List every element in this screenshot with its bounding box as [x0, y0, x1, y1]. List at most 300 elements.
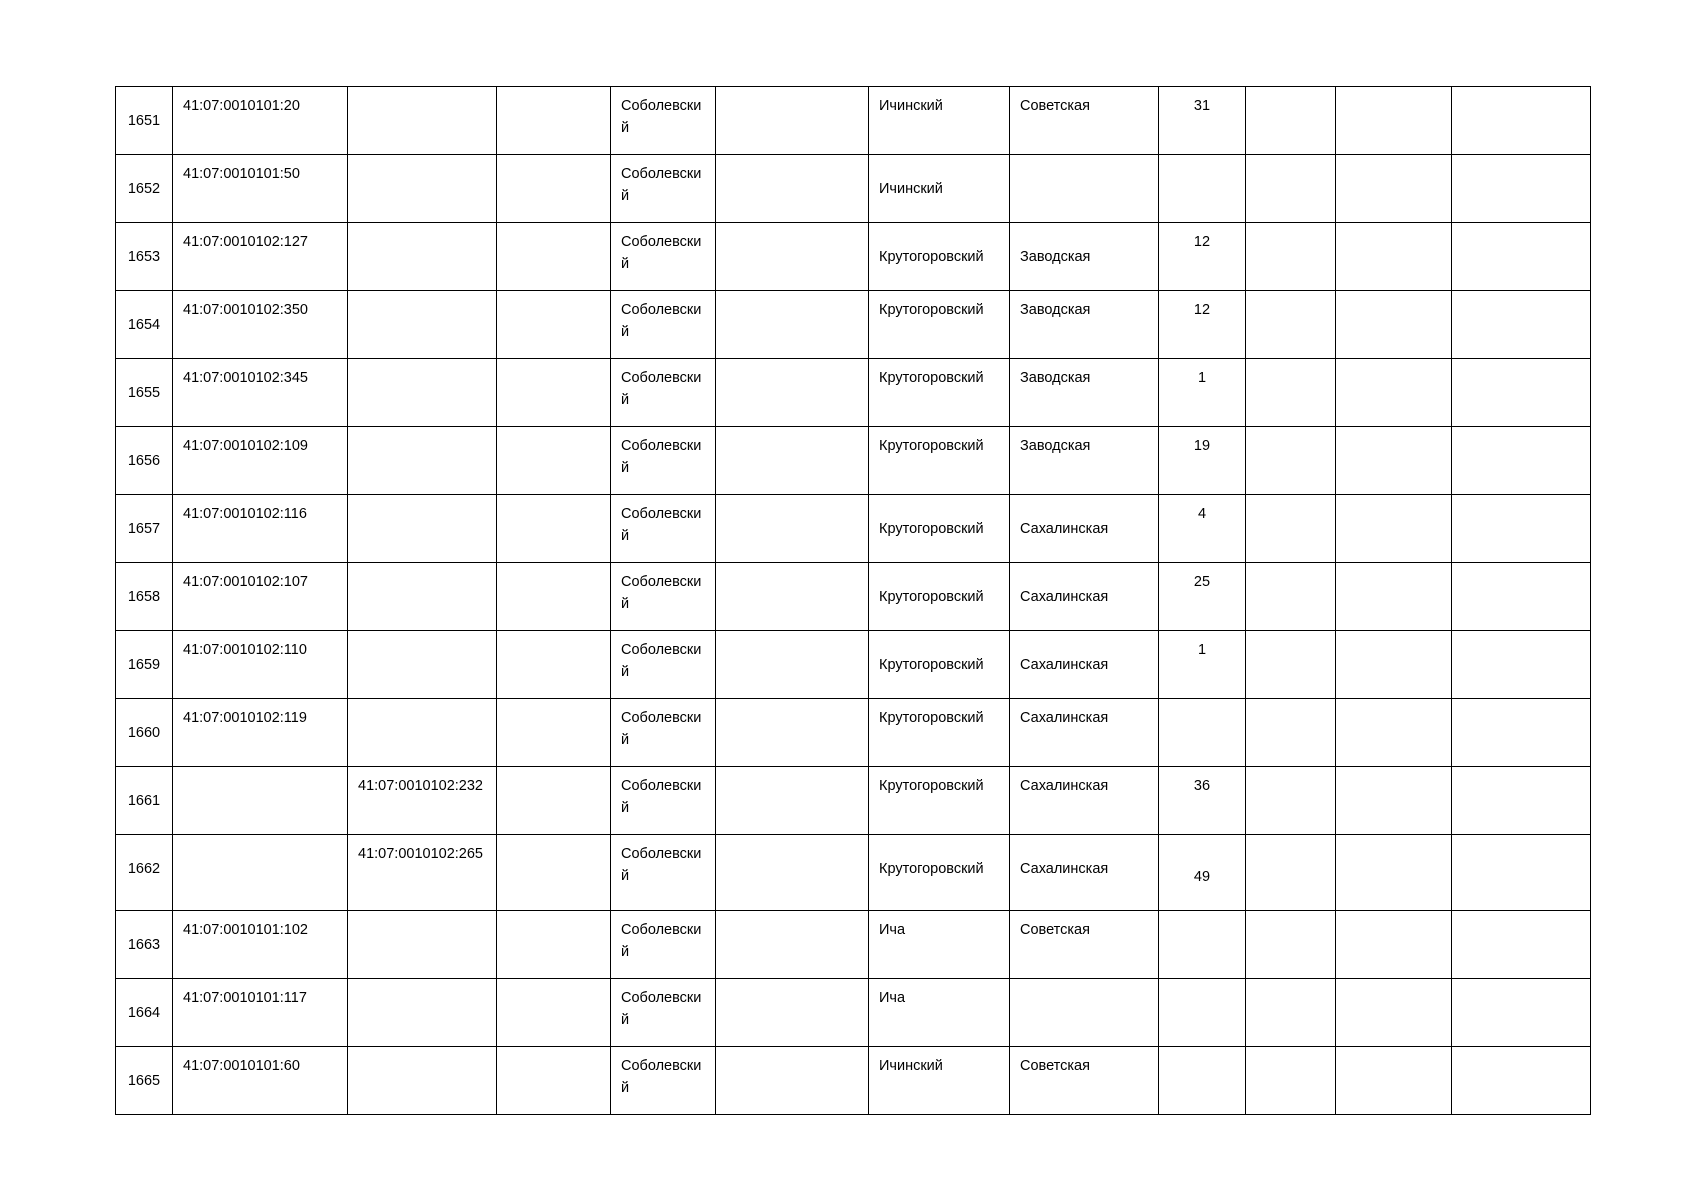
cadastral-number-alt-cell-text — [348, 979, 496, 987]
table-row — [116, 87, 1591, 155]
empty-cell-10 — [1336, 427, 1452, 495]
registry-table-body — [116, 87, 1591, 1115]
house-number-cell-text: 1 — [1197, 370, 1207, 386]
empty-cell-9 — [1246, 223, 1336, 291]
locality-cell — [869, 911, 1010, 979]
empty-cell-3 — [497, 835, 611, 911]
empty-cell-3 — [497, 87, 611, 155]
row-number-cell — [116, 223, 173, 291]
house-number-cell — [1159, 699, 1246, 767]
house-number-cell-text: 19 — [1193, 438, 1211, 454]
cadastral-number-cell-text: 41:07:0010101:117 — [183, 990, 307, 1006]
cadastral-number-alt-cell-text — [348, 155, 496, 163]
empty-cell-3-text — [497, 1047, 610, 1055]
table-row — [116, 835, 1591, 911]
empty-cell-5 — [716, 699, 869, 767]
empty-cell-3 — [497, 699, 611, 767]
locality-cell — [869, 767, 1010, 835]
empty-cell-11-text — [1452, 427, 1590, 435]
street-cell-text: Заводская — [1020, 248, 1091, 265]
empty-cell-11 — [1452, 87, 1591, 155]
street-cell-text: Сахалинская — [1020, 778, 1109, 794]
street-cell-text: Сахалинская — [1020, 588, 1109, 605]
district-cell-text: Соболевский — [621, 846, 702, 884]
cadastral-number-alt-cell-text — [348, 359, 496, 367]
house-number-cell-text: 12 — [1193, 234, 1211, 250]
house-number-cell-text — [1159, 699, 1245, 707]
locality-cell — [869, 563, 1010, 631]
row-number-cell-text: 1654 — [127, 316, 161, 333]
empty-cell-11-text — [1452, 1047, 1590, 1055]
locality-cell-text: Крутогоровский — [879, 370, 984, 386]
cadastral-number-cell-text: 41:07:0010102:350 — [183, 302, 308, 318]
empty-cell-5 — [716, 87, 869, 155]
row-number-cell — [116, 911, 173, 979]
locality-cell — [869, 979, 1010, 1047]
empty-cell-11 — [1452, 223, 1591, 291]
empty-cell-3 — [497, 631, 611, 699]
empty-cell-10-text — [1336, 699, 1451, 707]
row-number-cell — [116, 87, 173, 155]
table-row — [116, 291, 1591, 359]
row-number-cell — [116, 563, 173, 631]
street-cell-text: Сахалинская — [1020, 520, 1109, 537]
house-number-cell — [1159, 223, 1246, 291]
empty-cell-5 — [716, 631, 869, 699]
empty-cell-10 — [1336, 767, 1452, 835]
empty-cell-11-text — [1452, 155, 1590, 163]
house-number-cell — [1159, 427, 1246, 495]
district-cell — [611, 495, 716, 563]
district-cell — [611, 835, 716, 911]
cadastral-number-alt-cell-text — [348, 699, 496, 707]
empty-cell-5-text — [716, 979, 868, 987]
empty-cell-3 — [497, 427, 611, 495]
empty-cell-11 — [1452, 155, 1591, 223]
street-cell — [1010, 563, 1159, 631]
district-cell — [611, 631, 716, 699]
cadastral-number-cell — [173, 87, 348, 155]
empty-cell-3-text — [497, 699, 610, 707]
empty-cell-11 — [1452, 911, 1591, 979]
table-row — [116, 1047, 1591, 1115]
empty-cell-3-text — [497, 563, 610, 571]
table-row — [116, 427, 1591, 495]
street-cell-text: Сахалинская — [1020, 710, 1109, 726]
empty-cell-5-text — [716, 291, 868, 299]
empty-cell-3 — [497, 291, 611, 359]
empty-cell-11 — [1452, 767, 1591, 835]
empty-cell-5-text — [716, 699, 868, 707]
locality-cell-text: Крутогоровский — [879, 588, 984, 605]
house-number-cell — [1159, 835, 1246, 911]
locality-cell-text: Ичинский — [879, 180, 943, 197]
locality-cell — [869, 223, 1010, 291]
locality-cell-text: Ичинский — [879, 98, 943, 114]
empty-cell-5-text — [716, 427, 868, 435]
empty-cell-3-text — [497, 767, 610, 775]
cadastral-number-cell — [173, 223, 348, 291]
house-number-cell — [1159, 155, 1246, 223]
empty-cell-11-text — [1452, 699, 1590, 707]
district-cell — [611, 1047, 716, 1115]
empty-cell-3 — [497, 155, 611, 223]
empty-cell-9 — [1246, 767, 1336, 835]
empty-cell-9 — [1246, 359, 1336, 427]
table-row — [116, 699, 1591, 767]
empty-cell-9 — [1246, 631, 1336, 699]
street-cell-text — [1010, 155, 1158, 163]
empty-cell-3-text — [497, 223, 610, 231]
empty-cell-5-text — [716, 563, 868, 571]
cadastral-number-cell-text: 41:07:0010101:50 — [183, 166, 300, 182]
empty-cell-11 — [1452, 291, 1591, 359]
empty-cell-11 — [1452, 359, 1591, 427]
locality-cell — [869, 359, 1010, 427]
house-number-cell — [1159, 563, 1246, 631]
locality-cell-text: Крутогоровский — [879, 778, 984, 794]
cadastral-number-alt-cell — [348, 835, 497, 911]
cadastral-number-alt-cell — [348, 631, 497, 699]
district-cell-text: Соболевский — [621, 922, 702, 960]
table-row — [116, 563, 1591, 631]
cadastral-number-cell — [173, 767, 348, 835]
empty-cell-11 — [1452, 1047, 1591, 1115]
empty-cell-10-text — [1336, 155, 1451, 163]
empty-cell-10-text — [1336, 1047, 1451, 1055]
empty-cell-9-text — [1246, 1047, 1335, 1055]
house-number-cell-text — [1159, 979, 1245, 987]
empty-cell-3 — [497, 767, 611, 835]
empty-cell-3-text — [497, 495, 610, 503]
empty-cell-5 — [716, 495, 869, 563]
row-number-cell — [116, 767, 173, 835]
table-row — [116, 631, 1591, 699]
empty-cell-10 — [1336, 291, 1452, 359]
cadastral-number-cell — [173, 563, 348, 631]
empty-cell-3 — [497, 911, 611, 979]
locality-cell — [869, 87, 1010, 155]
locality-cell — [869, 835, 1010, 911]
empty-cell-3-text — [497, 911, 610, 919]
empty-cell-9 — [1246, 155, 1336, 223]
empty-cell-5-text — [716, 87, 868, 95]
cadastral-number-cell — [173, 495, 348, 563]
district-cell — [611, 155, 716, 223]
empty-cell-9-text — [1246, 563, 1335, 571]
district-cell-text: Соболевский — [621, 98, 702, 136]
cadastral-number-cell — [173, 911, 348, 979]
district-cell-text: Соболевский — [621, 438, 702, 476]
cadastral-number-cell-text: 41:07:0010102:127 — [183, 234, 308, 250]
row-number-cell — [116, 631, 173, 699]
cadastral-number-alt-cell-text — [348, 1047, 496, 1055]
empty-cell-3-text — [497, 631, 610, 639]
cadastral-number-alt-cell-text — [348, 291, 496, 299]
locality-cell-text: Крутогоровский — [879, 860, 984, 877]
cadastral-number-cell-text — [173, 835, 347, 843]
empty-cell-10 — [1336, 359, 1452, 427]
empty-cell-10 — [1336, 631, 1452, 699]
locality-cell-text: Крутогоровский — [879, 302, 984, 318]
district-cell-text: Соболевский — [621, 990, 702, 1028]
house-number-cell — [1159, 495, 1246, 563]
table-row — [116, 911, 1591, 979]
empty-cell-5 — [716, 223, 869, 291]
empty-cell-9-text — [1246, 911, 1335, 919]
district-cell-text: Соболевский — [621, 642, 702, 680]
house-number-cell-text: 49 — [1193, 868, 1211, 885]
house-number-cell — [1159, 631, 1246, 699]
row-number-cell-text: 1653 — [127, 248, 161, 265]
empty-cell-5-text — [716, 767, 868, 775]
street-cell — [1010, 699, 1159, 767]
district-cell — [611, 359, 716, 427]
empty-cell-11-text — [1452, 563, 1590, 571]
empty-cell-5 — [716, 911, 869, 979]
row-number-cell — [116, 291, 173, 359]
row-number-cell-text: 1657 — [127, 520, 161, 537]
empty-cell-11-text — [1452, 87, 1590, 95]
cadastral-number-alt-cell-text — [348, 631, 496, 639]
street-cell — [1010, 835, 1159, 911]
empty-cell-10 — [1336, 1047, 1452, 1115]
locality-cell-text: Ичинский — [879, 1058, 943, 1074]
empty-cell-5-text — [716, 495, 868, 503]
street-cell — [1010, 359, 1159, 427]
table-row — [116, 979, 1591, 1047]
cadastral-number-cell-text: 41:07:0010102:109 — [183, 438, 308, 454]
empty-cell-10-text — [1336, 979, 1451, 987]
cadastral-number-cell-text: 41:07:0010102:119 — [183, 710, 307, 726]
district-cell — [611, 767, 716, 835]
district-cell — [611, 563, 716, 631]
cadastral-number-alt-cell-text: 41:07:0010102:265 — [358, 846, 483, 862]
row-number-cell-text: 1661 — [127, 792, 161, 809]
street-cell — [1010, 767, 1159, 835]
empty-cell-11-text — [1452, 495, 1590, 503]
empty-cell-9 — [1246, 979, 1336, 1047]
empty-cell-11 — [1452, 495, 1591, 563]
street-cell-text: Советская — [1020, 922, 1090, 938]
empty-cell-3 — [497, 495, 611, 563]
cadastral-number-alt-cell — [348, 495, 497, 563]
empty-cell-10-text — [1336, 911, 1451, 919]
empty-cell-11 — [1452, 835, 1591, 911]
empty-cell-10 — [1336, 699, 1452, 767]
empty-cell-9 — [1246, 427, 1336, 495]
cadastral-number-alt-cell — [348, 87, 497, 155]
empty-cell-5 — [716, 835, 869, 911]
cadastral-number-cell-text: 41:07:0010102:107 — [183, 574, 308, 590]
cadastral-number-alt-cell — [348, 911, 497, 979]
empty-cell-3 — [497, 223, 611, 291]
street-cell — [1010, 291, 1159, 359]
empty-cell-3-text — [497, 427, 610, 435]
empty-cell-9-text — [1246, 979, 1335, 987]
row-number-cell-text: 1665 — [127, 1072, 161, 1089]
empty-cell-10-text — [1336, 767, 1451, 775]
empty-cell-9-text — [1246, 427, 1335, 435]
house-number-cell — [1159, 87, 1246, 155]
row-number-cell-text: 1652 — [127, 180, 161, 197]
district-cell — [611, 87, 716, 155]
district-cell-text: Соболевский — [621, 166, 702, 204]
empty-cell-5 — [716, 563, 869, 631]
locality-cell — [869, 495, 1010, 563]
empty-cell-9-text — [1246, 699, 1335, 707]
street-cell-text: Заводская — [1020, 302, 1091, 318]
empty-cell-11-text — [1452, 359, 1590, 367]
empty-cell-9 — [1246, 495, 1336, 563]
locality-cell-text: Ича — [879, 922, 906, 938]
empty-cell-10-text — [1336, 291, 1451, 299]
cadastral-number-cell — [173, 631, 348, 699]
locality-cell — [869, 291, 1010, 359]
street-cell — [1010, 155, 1159, 223]
street-cell-text: Сахалинская — [1020, 860, 1109, 877]
row-number-cell — [116, 979, 173, 1047]
cadastral-number-cell — [173, 979, 348, 1047]
cadastral-number-cell-text: 41:07:0010101:102 — [183, 922, 308, 938]
empty-cell-3 — [497, 359, 611, 427]
street-cell — [1010, 979, 1159, 1047]
empty-cell-5 — [716, 359, 869, 427]
district-cell-text: Соболевский — [621, 710, 702, 748]
district-cell — [611, 427, 716, 495]
cadastral-number-alt-cell-text — [348, 911, 496, 919]
street-cell — [1010, 87, 1159, 155]
cadastral-number-cell-text: 41:07:0010101:60 — [183, 1058, 300, 1074]
empty-cell-3-text — [497, 155, 610, 163]
row-number-cell-text: 1655 — [127, 384, 161, 401]
cadastral-number-alt-cell — [348, 427, 497, 495]
table-row — [116, 495, 1591, 563]
district-cell — [611, 911, 716, 979]
empty-cell-11-text — [1452, 767, 1590, 775]
district-cell-text: Соболевский — [621, 574, 702, 612]
empty-cell-5 — [716, 155, 869, 223]
district-cell-text: Соболевский — [621, 370, 702, 408]
row-number-cell — [116, 495, 173, 563]
cadastral-number-cell — [173, 359, 348, 427]
street-cell-text: Заводская — [1020, 438, 1091, 454]
locality-cell-text: Крутогоровский — [879, 656, 984, 673]
cadastral-number-alt-cell — [348, 563, 497, 631]
district-cell — [611, 223, 716, 291]
row-number-cell — [116, 427, 173, 495]
cadastral-number-cell — [173, 699, 348, 767]
empty-cell-9 — [1246, 1047, 1336, 1115]
empty-cell-5 — [716, 427, 869, 495]
street-cell — [1010, 911, 1159, 979]
cadastral-number-cell — [173, 835, 348, 911]
locality-cell — [869, 631, 1010, 699]
empty-cell-11 — [1452, 563, 1591, 631]
empty-cell-9-text — [1246, 495, 1335, 503]
empty-cell-5-text — [716, 223, 868, 231]
house-number-cell — [1159, 359, 1246, 427]
empty-cell-9-text — [1246, 631, 1335, 639]
cadastral-number-alt-cell — [348, 359, 497, 427]
row-number-cell — [116, 359, 173, 427]
district-cell-text: Соболевский — [621, 778, 702, 816]
empty-cell-9-text — [1246, 155, 1335, 163]
cadastral-number-alt-cell — [348, 223, 497, 291]
locality-cell-text: Крутогоровский — [879, 520, 984, 537]
empty-cell-3-text — [497, 291, 610, 299]
cadastral-number-alt-cell-text — [348, 223, 496, 231]
empty-cell-11 — [1452, 699, 1591, 767]
empty-cell-11 — [1452, 427, 1591, 495]
house-number-cell — [1159, 767, 1246, 835]
empty-cell-10 — [1336, 835, 1452, 911]
house-number-cell — [1159, 291, 1246, 359]
cadastral-number-cell-text: 41:07:0010101:20 — [183, 98, 300, 114]
empty-cell-9 — [1246, 911, 1336, 979]
house-number-cell — [1159, 979, 1246, 1047]
empty-cell-5 — [716, 291, 869, 359]
empty-cell-9 — [1246, 87, 1336, 155]
house-number-cell-text: 4 — [1197, 506, 1207, 522]
locality-cell-text: Ича — [879, 990, 906, 1006]
table-row — [116, 359, 1591, 427]
district-cell — [611, 979, 716, 1047]
empty-cell-3-text — [497, 87, 610, 95]
empty-cell-5-text — [716, 911, 868, 919]
locality-cell — [869, 427, 1010, 495]
empty-cell-5-text — [716, 835, 868, 843]
district-cell-text: Соболевский — [621, 506, 702, 544]
empty-cell-3-text — [497, 979, 610, 987]
cadastral-number-cell-text — [173, 767, 347, 775]
cadastral-number-alt-cell — [348, 699, 497, 767]
cadastral-number-alt-cell — [348, 1047, 497, 1115]
row-number-cell — [116, 155, 173, 223]
empty-cell-9-text — [1246, 223, 1335, 231]
street-cell-text: Сахалинская — [1020, 656, 1109, 673]
street-cell-text: Советская — [1020, 1058, 1090, 1074]
empty-cell-11-text — [1452, 223, 1590, 231]
cadastral-number-alt-cell-text — [348, 427, 496, 435]
empty-cell-9-text — [1246, 87, 1335, 95]
cadastral-number-alt-cell — [348, 155, 497, 223]
street-cell-text — [1010, 979, 1158, 987]
locality-cell-text: Крутогоровский — [879, 248, 984, 265]
row-number-cell-text: 1660 — [127, 724, 161, 741]
empty-cell-10-text — [1336, 427, 1451, 435]
cadastral-number-cell — [173, 291, 348, 359]
row-number-cell-text: 1664 — [127, 1004, 161, 1021]
empty-cell-5 — [716, 979, 869, 1047]
empty-cell-3 — [497, 979, 611, 1047]
cadastral-number-cell — [173, 427, 348, 495]
empty-cell-11 — [1452, 979, 1591, 1047]
cadastral-number-alt-cell-text — [348, 495, 496, 503]
empty-cell-10-text — [1336, 223, 1451, 231]
cadastral-number-alt-cell — [348, 979, 497, 1047]
street-cell — [1010, 631, 1159, 699]
cadastral-number-cell-text: 41:07:0010102:345 — [183, 370, 308, 386]
district-cell-text: Соболевский — [621, 302, 702, 340]
house-number-cell — [1159, 911, 1246, 979]
empty-cell-11-text — [1452, 835, 1590, 843]
locality-cell — [869, 699, 1010, 767]
row-number-cell-text: 1659 — [127, 656, 161, 673]
empty-cell-3-text — [497, 359, 610, 367]
district-cell-text: Соболевский — [621, 234, 702, 272]
street-cell — [1010, 1047, 1159, 1115]
